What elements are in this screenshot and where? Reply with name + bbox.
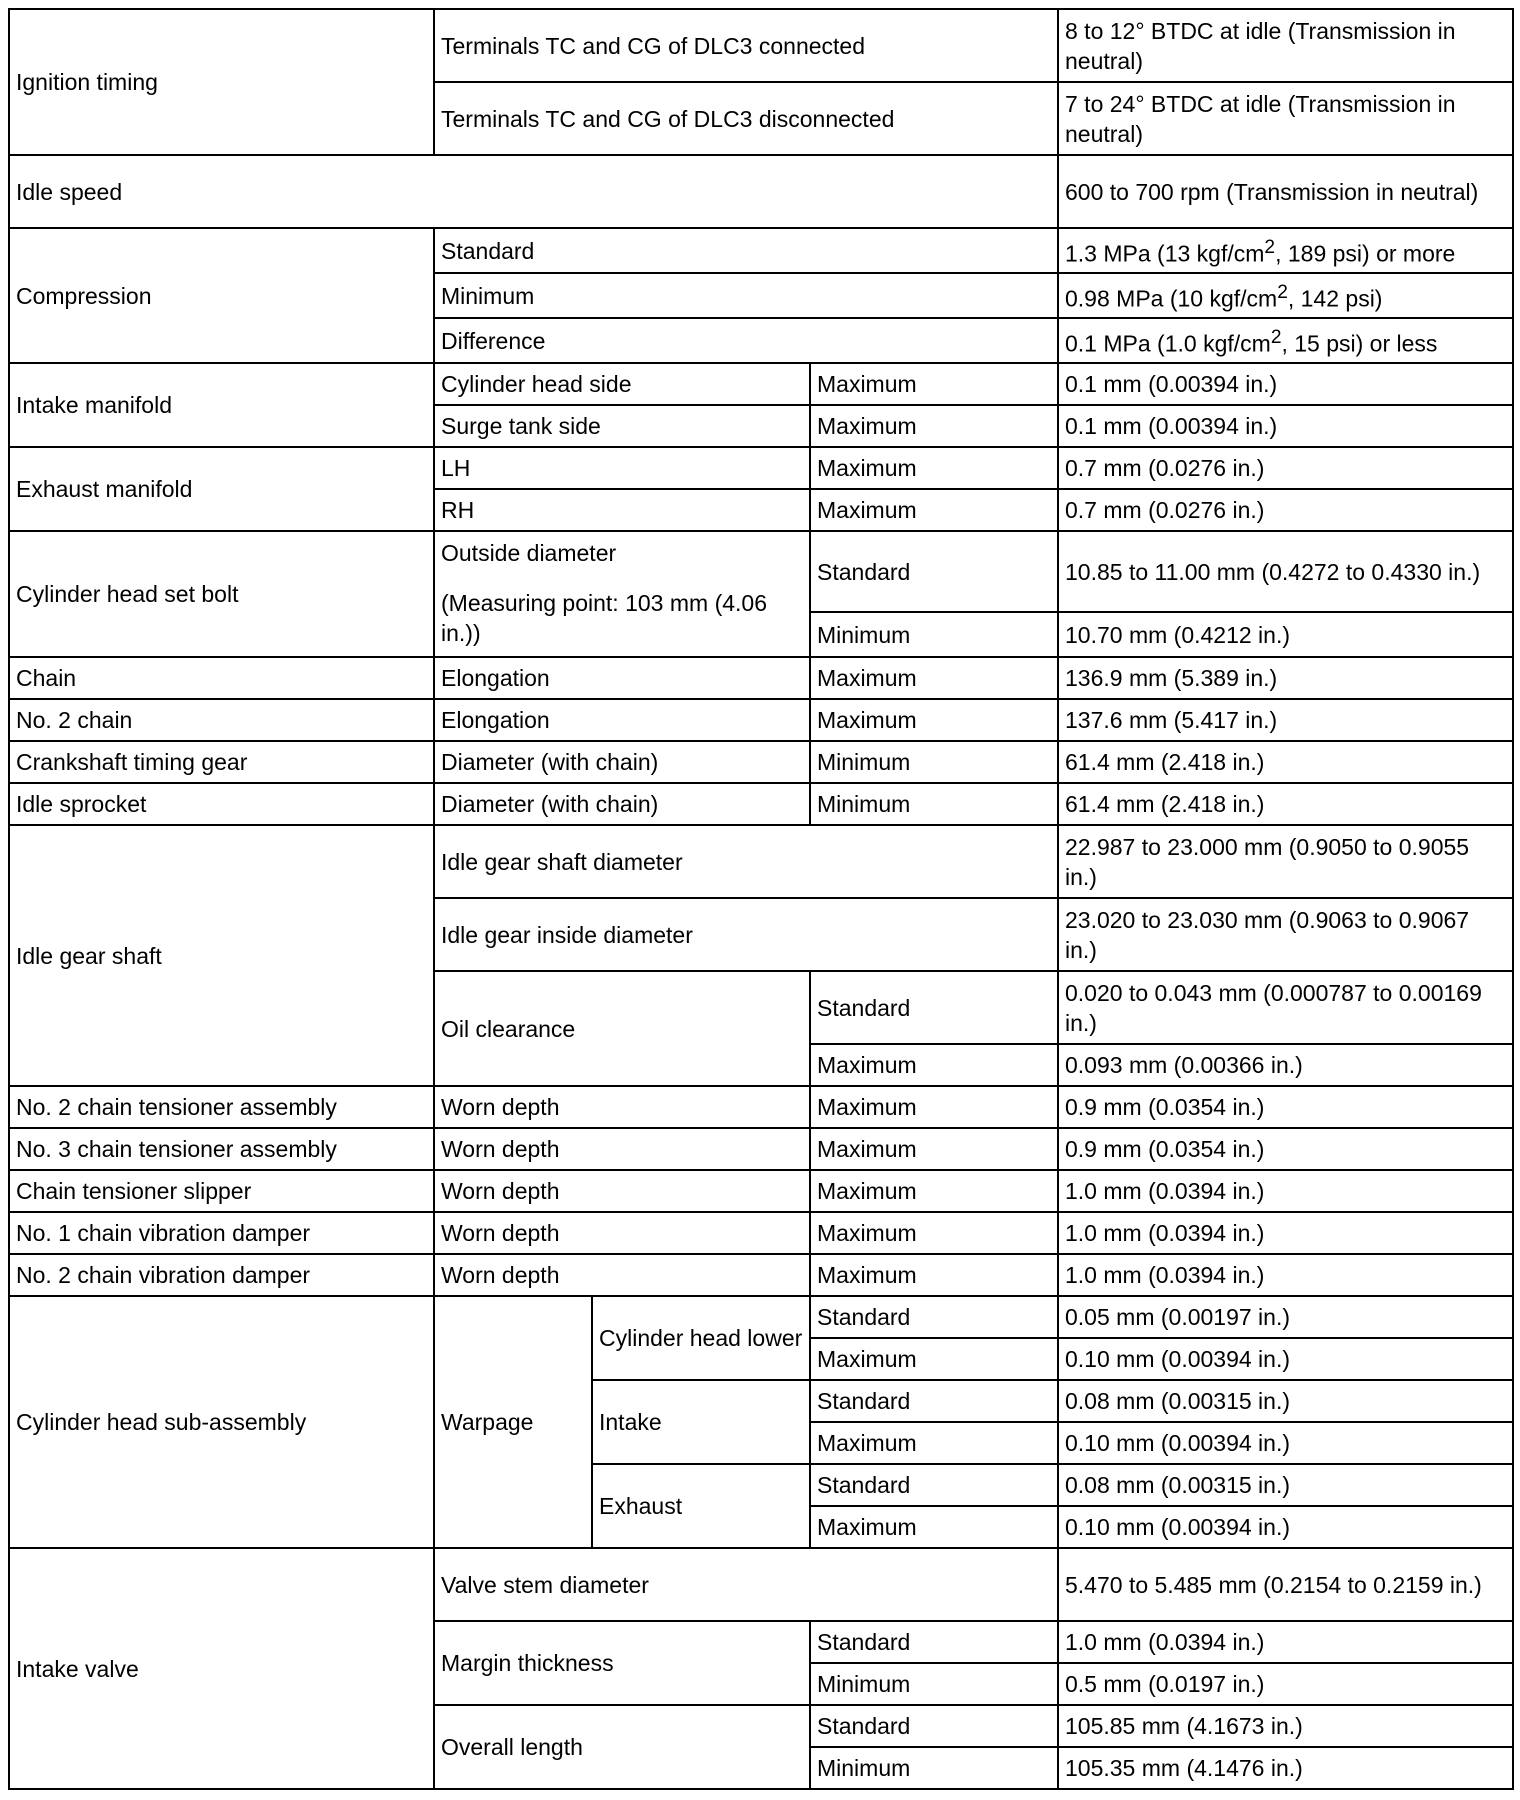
item-cylinder-head-side: Cylinder head side xyxy=(434,363,810,405)
table-row xyxy=(9,1296,1513,1338)
row-label-no1-damper: No. 1 chain vibration damper xyxy=(9,1212,434,1254)
row-label-exhaust-manifold: Exhaust manifold xyxy=(9,447,434,531)
row-label-idle-sprocket: Idle sprocket xyxy=(9,783,434,825)
table-row xyxy=(9,155,1513,228)
value-idle-gear-shaft-diameter: 22.987 to 23.000 mm (0.9050 to 0.9055 in.) xyxy=(1058,825,1513,898)
value-chain: 136.9 mm (5.389 in.) xyxy=(1058,657,1513,699)
limit-surge-tank-side: Maximum xyxy=(810,405,1058,447)
value-margin-minimum: 0.5 mm (0.0197 in.) xyxy=(1058,1663,1513,1705)
value-exhaust-rh: 0.7 mm (0.0276 in.) xyxy=(1058,489,1513,531)
table-row xyxy=(9,1548,1513,1621)
row-label-compression: Compression xyxy=(9,228,434,363)
value-length-standard: 105.85 mm (4.1673 in.) xyxy=(1058,1705,1513,1747)
item-idle-gear-inside-diameter: Idle gear inside diameter xyxy=(434,898,1058,971)
limit-tensioner-slipper: Maximum xyxy=(810,1170,1058,1212)
value-idle-sprocket: 61.4 mm (2.418 in.) xyxy=(1058,783,1513,825)
value-tensioner-slipper: 1.0 mm (0.0394 in.) xyxy=(1058,1170,1513,1212)
table-row xyxy=(9,741,1513,783)
row-label-crankshaft-timing-gear: Crankshaft timing gear xyxy=(9,741,434,783)
row-label-idle-speed: Idle speed xyxy=(9,155,1058,228)
value-bolt-standard: 10.85 to 11.00 mm (0.4272 to 0.4330 in.) xyxy=(1058,531,1513,612)
item-no2-chain: Elongation xyxy=(434,699,810,741)
row-label-tensioner-slipper: Chain tensioner slipper xyxy=(9,1170,434,1212)
value-crankshaft-timing-gear: 61.4 mm (2.418 in.) xyxy=(1058,741,1513,783)
limit-intake-maximum: Maximum xyxy=(810,1422,1058,1464)
value-lower-standard: 0.05 mm (0.00197 in.) xyxy=(1058,1296,1513,1338)
item-dlc3-connected: Terminals TC and CG of DLC3 connected xyxy=(434,9,1058,82)
limit-idle-sprocket: Minimum xyxy=(810,783,1058,825)
row-label-cylinder-head-set-bolt: Cylinder head set bolt xyxy=(9,531,434,657)
item-overall-length: Overall length xyxy=(434,1705,810,1789)
row-label-chain: Chain xyxy=(9,657,434,699)
table-row xyxy=(9,363,1513,405)
value-compression-minimum: 0.98 MPa (10 kgf/$cm^2$, 142 psi) xyxy=(1058,273,1513,318)
limit-no1-damper: Maximum xyxy=(810,1212,1058,1254)
item-tensioner-slipper: Worn depth xyxy=(434,1170,810,1212)
limit-length-minimum: Minimum xyxy=(810,1747,1058,1789)
limit-chain: Maximum xyxy=(810,657,1058,699)
value-dlc3-connected: 8 to 12° BTDC at idle (Transmission in neutral) xyxy=(1058,9,1513,82)
value-exhaust-maximum: 0.10 mm (0.00394 in.) xyxy=(1058,1506,1513,1548)
limit-intake-standard: Standard xyxy=(810,1380,1058,1422)
value-intake-standard: 0.08 mm (0.00315 in.) xyxy=(1058,1380,1513,1422)
item-dlc3-disconnected: Terminals TC and CG of DLC3 disconnected xyxy=(434,82,1058,155)
value-dlc3-disconnected: 7 to 24° BTDC at idle (Transmission in neutral) xyxy=(1058,82,1513,155)
table-row xyxy=(9,228,1513,273)
row-label-ignition-timing: Ignition timing xyxy=(9,9,434,155)
table-row xyxy=(9,699,1513,741)
table-row xyxy=(9,447,1513,489)
limit-exhaust-standard: Standard xyxy=(810,1464,1058,1506)
value-surge-tank-side: 0.1 mm (0.00394 in.) xyxy=(1058,405,1513,447)
value-no2-tensioner: 0.9 mm (0.0354 in.) xyxy=(1058,1086,1513,1128)
row-label-no2-damper: No. 2 chain vibration damper xyxy=(9,1254,434,1296)
value-cylinder-head-side: 0.1 mm (0.00394 in.) xyxy=(1058,363,1513,405)
limit-margin-standard: Standard xyxy=(810,1621,1058,1663)
table-row xyxy=(9,657,1513,699)
value-intake-maximum: 0.10 mm (0.00394 in.) xyxy=(1058,1422,1513,1464)
table-row xyxy=(9,531,1513,612)
limit-bolt-minimum: Minimum xyxy=(810,612,1058,657)
value-no2-chain: 137.6 mm (5.417 in.) xyxy=(1058,699,1513,741)
item-compression-standard: Standard xyxy=(434,228,1058,273)
value-no3-tensioner: 0.9 mm (0.0354 in.) xyxy=(1058,1128,1513,1170)
item-outside-diameter xyxy=(434,531,810,657)
item-compression-minimum: Minimum xyxy=(434,273,1058,318)
item-chain: Elongation xyxy=(434,657,810,699)
limit-no3-tensioner: Maximum xyxy=(810,1128,1058,1170)
measuring-point-note: (Measuring point: 103 mm (4.06 in.)) xyxy=(441,590,767,646)
value-idle-speed: 600 to 700 rpm (Transmission in neutral) xyxy=(1058,155,1513,228)
value-length-minimum: 105.35 mm (4.1476 in.) xyxy=(1058,1747,1513,1789)
limit-lower-maximum: Maximum xyxy=(810,1338,1058,1380)
sub-item-cylinder-head-lower: Cylinder head lower xyxy=(592,1296,810,1380)
table-row xyxy=(9,1128,1513,1170)
table-row xyxy=(9,825,1513,898)
item-margin-thickness: Margin thickness xyxy=(434,1621,810,1705)
row-label-idle-gear-shaft: Idle gear shaft xyxy=(9,825,434,1086)
sub-item-intake: Intake xyxy=(592,1380,810,1464)
item-idle-gear-shaft-diameter: Idle gear shaft diameter xyxy=(434,825,1058,898)
limit-no2-chain: Maximum xyxy=(810,699,1058,741)
limit-exhaust-lh: Maximum xyxy=(810,447,1058,489)
table-row xyxy=(9,1086,1513,1128)
row-label-intake-manifold: Intake manifold xyxy=(9,363,434,447)
item-exhaust-rh: RH xyxy=(434,489,810,531)
value-compression-difference: 0.1 MPa (1.0 kgf/$cm^2$, 15 psi) or less xyxy=(1058,318,1513,363)
value-exhaust-standard: 0.08 mm (0.00315 in.) xyxy=(1058,1464,1513,1506)
value-bolt-minimum: 10.70 mm (0.4212 in.) xyxy=(1058,612,1513,657)
row-label-no2-chain: No. 2 chain xyxy=(9,699,434,741)
limit-exhaust-maximum: Maximum xyxy=(810,1506,1058,1548)
limit-margin-minimum: Minimum xyxy=(810,1663,1058,1705)
item-valve-stem-diameter: Valve stem diameter xyxy=(434,1548,1058,1621)
table-row xyxy=(9,1212,1513,1254)
row-label-intake-valve: Intake valve xyxy=(9,1548,434,1789)
item-oil-clearance: Oil clearance xyxy=(434,971,810,1086)
item-no2-damper: Worn depth xyxy=(434,1254,810,1296)
item-no3-tensioner: Worn depth xyxy=(434,1128,810,1170)
item-surge-tank-side: Surge tank side xyxy=(434,405,810,447)
value-compression-standard: 1.3 MPa (13 kgf/$cm^2$, 189 psi) or more xyxy=(1058,228,1513,273)
table-row xyxy=(9,783,1513,825)
table-row xyxy=(9,1254,1513,1296)
limit-length-standard: Standard xyxy=(810,1705,1058,1747)
limit-no2-tensioner: Maximum xyxy=(810,1086,1058,1128)
limit-lower-standard: Standard xyxy=(810,1296,1058,1338)
limit-exhaust-rh: Maximum xyxy=(810,489,1058,531)
item-compression-difference: Difference xyxy=(434,318,1058,363)
limit-crankshaft-timing-gear: Minimum xyxy=(810,741,1058,783)
limit-oil-clearance-standard: Standard xyxy=(810,971,1058,1044)
item-warpage: Warpage xyxy=(434,1296,592,1548)
item-crankshaft-timing-gear: Diameter (with chain) xyxy=(434,741,810,783)
table-row xyxy=(9,1170,1513,1212)
limit-bolt-standard: Standard xyxy=(810,531,1058,612)
row-label-no3-tensioner: No. 3 chain tensioner assembly xyxy=(9,1128,434,1170)
row-label-cylinder-head-sub-assembly: Cylinder head sub-assembly xyxy=(9,1296,434,1548)
item-idle-sprocket: Diameter (with chain) xyxy=(434,783,810,825)
value-idle-gear-inside-diameter: 23.020 to 23.030 mm (0.9063 to 0.9067 in.) xyxy=(1058,898,1513,971)
item-no2-tensioner: Worn depth xyxy=(434,1086,810,1128)
limit-oil-clearance-maximum: Maximum xyxy=(810,1044,1058,1086)
value-no2-damper: 1.0 mm (0.0394 in.) xyxy=(1058,1254,1513,1296)
row-label-no2-tensioner: No. 2 chain tensioner assembly xyxy=(9,1086,434,1128)
limit-cylinder-head-side: Maximum xyxy=(810,363,1058,405)
value-oil-clearance-standard: 0.020 to 0.043 mm (0.000787 to 0.00169 in.) xyxy=(1058,971,1513,1044)
item-exhaust-lh: LH xyxy=(434,447,810,489)
table-row xyxy=(9,9,1513,82)
outside-diameter-label: Outside diameter xyxy=(441,540,617,566)
value-margin-standard: 1.0 mm (0.0394 in.) xyxy=(1058,1621,1513,1663)
sub-item-exhaust: Exhaust xyxy=(592,1464,810,1548)
item-no1-damper: Worn depth xyxy=(434,1212,810,1254)
limit-no2-damper: Maximum xyxy=(810,1254,1058,1296)
specification-table xyxy=(8,8,1514,1790)
value-exhaust-lh: 0.7 mm (0.0276 in.) xyxy=(1058,447,1513,489)
value-oil-clearance-maximum: 0.093 mm (0.00366 in.) xyxy=(1058,1044,1513,1086)
value-lower-maximum: 0.10 mm (0.00394 in.) xyxy=(1058,1338,1513,1380)
value-no1-damper: 1.0 mm (0.0394 in.) xyxy=(1058,1212,1513,1254)
value-valve-stem-diameter: 5.470 to 5.485 mm (0.2154 to 0.2159 in.) xyxy=(1058,1548,1513,1621)
